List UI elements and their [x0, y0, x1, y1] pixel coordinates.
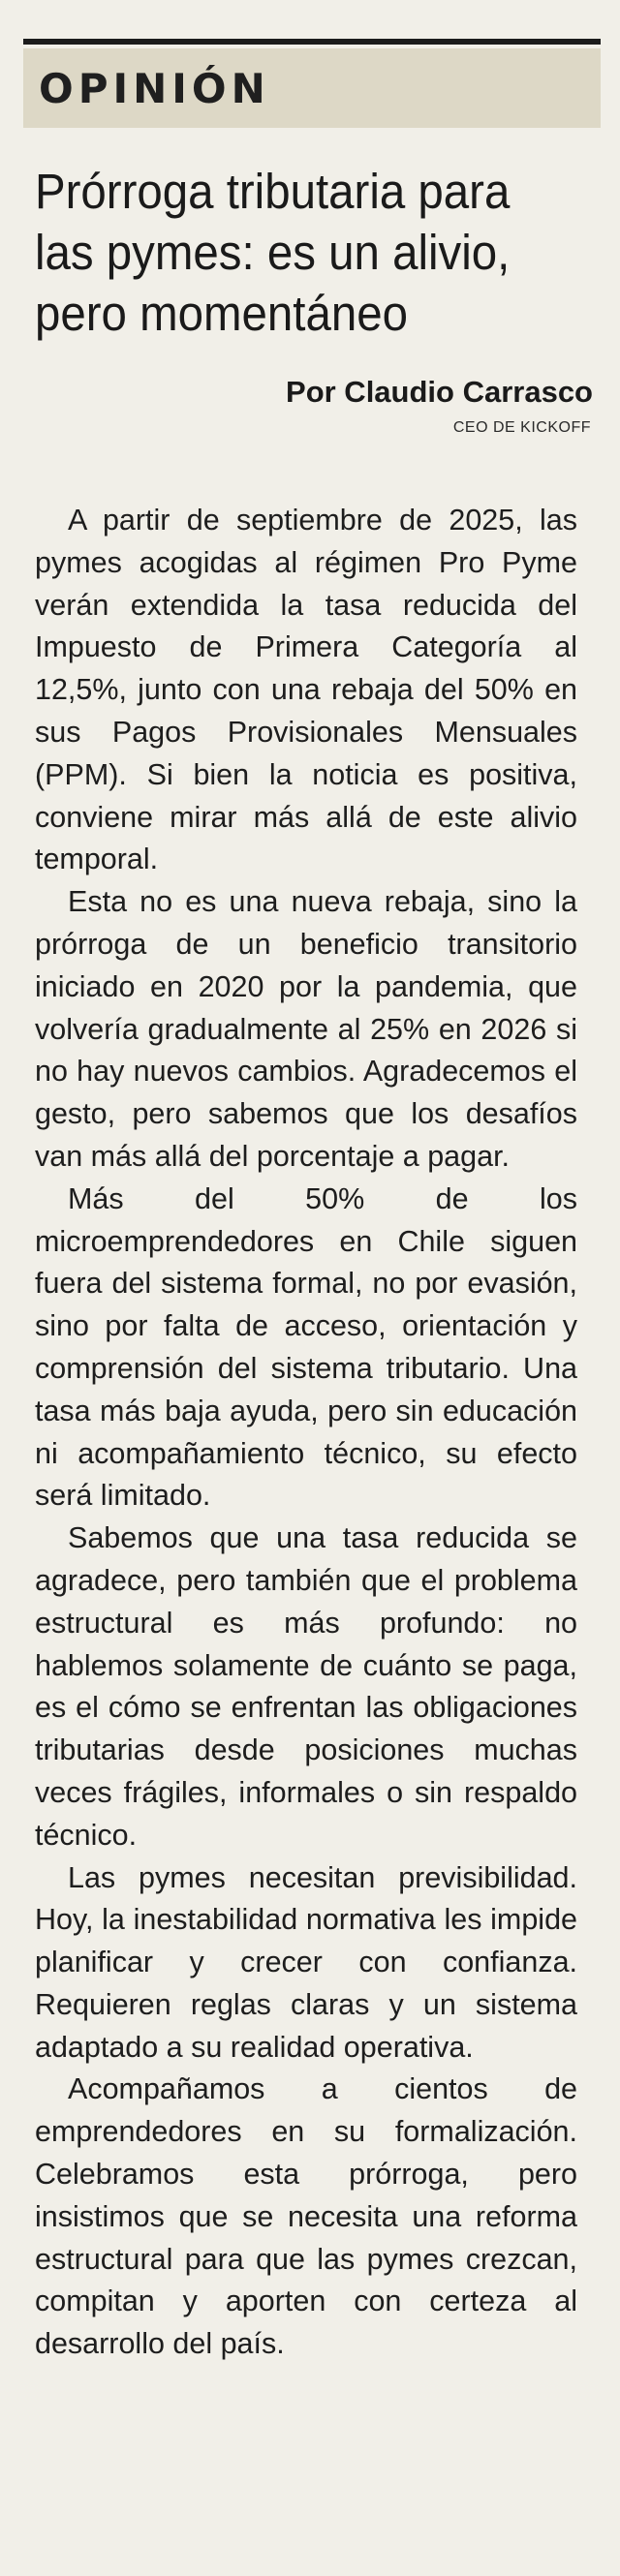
- paragraph: Esta no es una nueva rebaja, sino la prórroga de un beneficio transitorio iniciado en 2020 por la pandemia, que volvería gradualmente al 25% en 2026 si no hay nuevos cambios. Agradecemos el gesto, pero sabemos que los desafíos van más allá del porcentaje a pagar.: [35, 885, 577, 1173]
- top-rule: [23, 39, 601, 45]
- paragraph: A partir de septiembre de 2025, las pymes acogidas al régimen Pro Pyme verán extendida la tasa reducida del Impuesto de Primera Categoría al 12,5%, junto con una rebaja del 50% en sus Pagos Provisionales Mensuales (PPM). Si bien la noticia es positiva, conviene mirar más allá de este alivio temporal.: [35, 504, 577, 876]
- article-headline: Prórroga tributaria para las pymes: es un alivio, pero momentáneo: [35, 164, 511, 341]
- paragraph: Las pymes necesitan previsibilidad. Hoy, la inestabilidad normativa les impide planificar y crecer con confianza. Requieren reglas claras y un sistema adaptado a su realidad operativa.: [35, 1860, 577, 2064]
- paragraph: Más del 50% de los microemprendedores en Chile siguen fuera del sistema formal, no por evasión, sino por falta de acceso, orientación y comprensión del sistema tributario. Una tasa más baja ayuda, pero sin educación ni acompañamiento técnico, su efecto será limitado.: [35, 1181, 577, 1513]
- paragraph: Acompañamos a cientos de emprendedores en su formalización. Celebramos esta prórroga, pero insistimos que se necesita una reforma estructural para que las pymes crezcan, compitan y aporten con certeza al desarrollo del país.: [35, 2072, 577, 2361]
- article-body: [35, 500, 577, 2366]
- author-role: CEO DE KICKOFF: [452, 419, 591, 436]
- section-label: OPINIÓN: [39, 65, 270, 112]
- byline: Por Claudio Carrasco: [286, 375, 593, 409]
- paragraph: Sabemos que una tasa reducida se agradece, pero también que el problema estructural es más profundo: no hablemos solamente de cuánto se paga, es el cómo se enfrentan las obligaciones tributarias desde posiciones muchas veces frágiles, informales o sin respaldo técnico.: [35, 1521, 577, 1852]
